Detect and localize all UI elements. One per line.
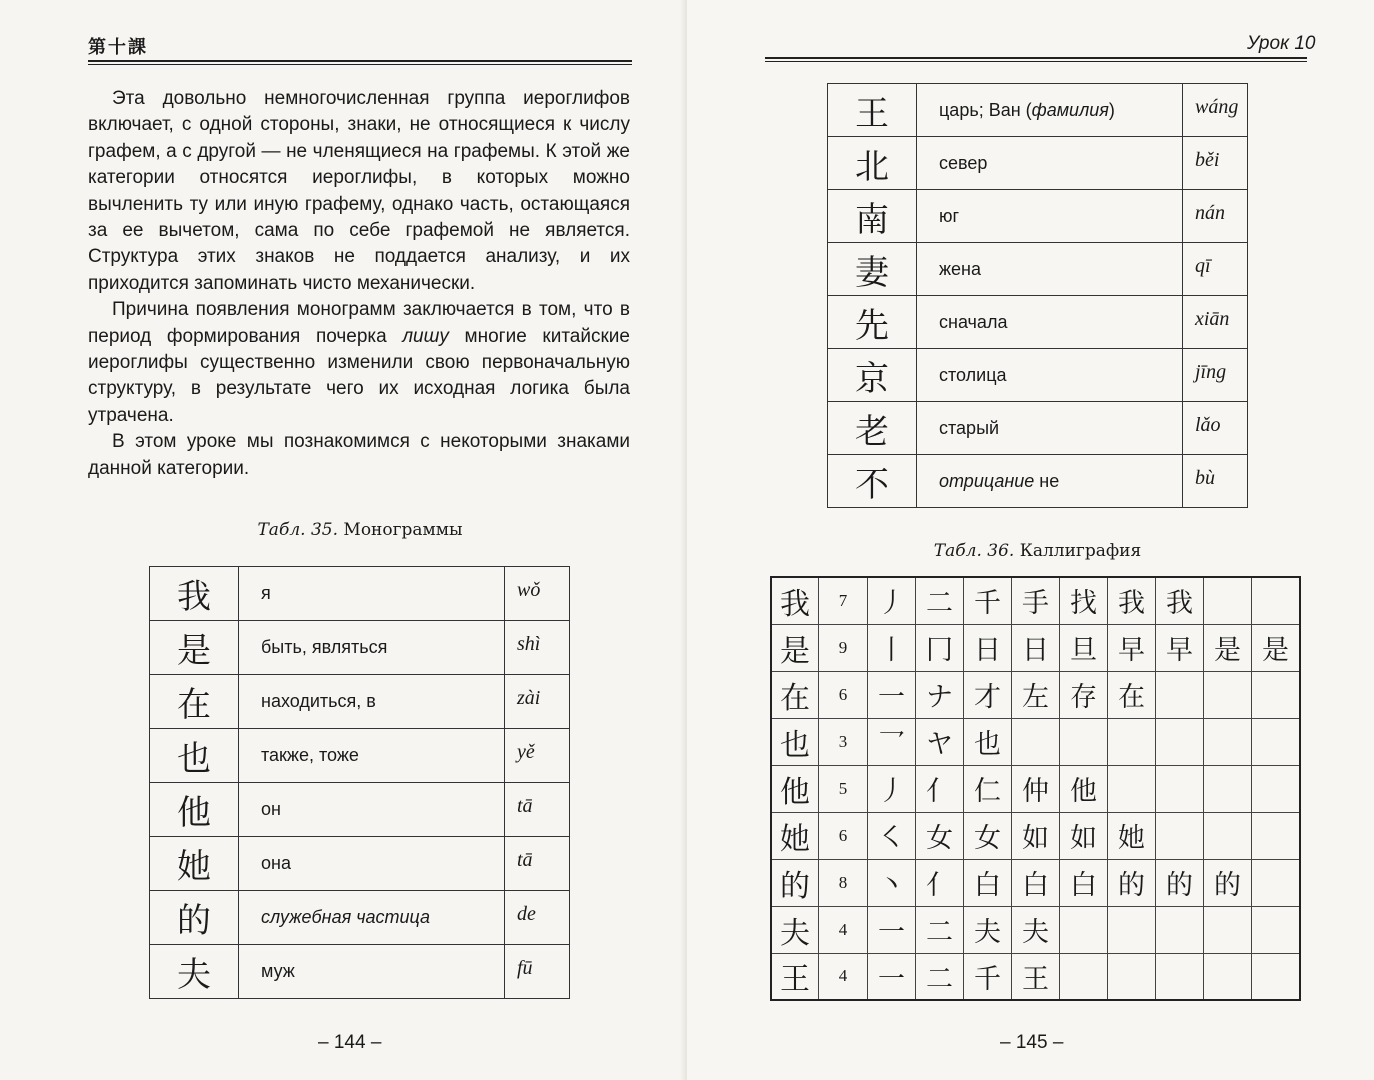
- stroke-step-cell: [1204, 953, 1252, 1000]
- meaning-cell: [917, 402, 1183, 455]
- stroke-step-cell: [1108, 718, 1156, 765]
- table-row: [771, 671, 1300, 718]
- hanzi-cell: 南: [828, 190, 917, 243]
- stroke-step-cell: 他: [1060, 765, 1108, 812]
- stroke-step-cell: [1252, 671, 1301, 718]
- stroke-count-cell: 3: [819, 718, 868, 765]
- stroke-step-cell: [1252, 953, 1301, 1000]
- pinyin-cell: qī: [1183, 243, 1248, 296]
- stroke-step-cell: 一: [868, 953, 916, 1000]
- meaning-cell: быть, являться: [239, 621, 505, 675]
- meaning-text: ): [1108, 99, 1115, 120]
- stroke-count-cell: 5: [819, 765, 868, 812]
- stroke-step-cell: [1252, 859, 1301, 906]
- stroke-step-cell: [1108, 953, 1156, 1000]
- table-row: [150, 837, 570, 891]
- table-row: [150, 729, 570, 783]
- meaning-text: юг: [939, 205, 960, 226]
- table-row: [828, 349, 1248, 402]
- stroke-step-cell: 二: [916, 577, 964, 624]
- pinyin-cell: zài: [505, 675, 570, 729]
- stroke-step-cell: 丿: [868, 765, 916, 812]
- stroke-step-cell: 白: [1060, 859, 1108, 906]
- table-row: [150, 891, 570, 945]
- stroke-step-cell: 千: [964, 953, 1012, 1000]
- table-row: [771, 953, 1300, 1000]
- right-page: [687, 0, 1374, 1080]
- stroke-step-cell: 亻: [916, 859, 964, 906]
- table-row: [771, 718, 1300, 765]
- table-row: [150, 675, 570, 729]
- hanzi-cell: 京: [828, 349, 917, 402]
- stroke-step-cell: ヤ: [916, 718, 964, 765]
- stroke-step-cell: [1108, 906, 1156, 953]
- lishu-term: лишу: [402, 325, 449, 347]
- meaning-text: сначала: [939, 311, 1008, 332]
- stroke-step-cell: 存: [1060, 671, 1108, 718]
- pinyin-cell: fū: [505, 945, 570, 999]
- table-35-monograms: [149, 566, 570, 999]
- meaning-cell: [917, 84, 1183, 137]
- hanzi-cell: 的: [771, 859, 819, 906]
- stroke-step-cell: [1204, 577, 1252, 624]
- pinyin-cell: tā: [505, 837, 570, 891]
- hanzi-cell: 他: [150, 783, 239, 837]
- stroke-step-cell: 的: [1204, 859, 1252, 906]
- stroke-count-cell: 7: [819, 577, 868, 624]
- pinyin-cell: wǒ: [505, 567, 570, 621]
- table-row: [150, 783, 570, 837]
- stroke-count-cell: 4: [819, 953, 868, 1000]
- pinyin-cell: tā: [505, 783, 570, 837]
- stroke-step-cell: 一: [868, 671, 916, 718]
- table-row: [150, 945, 570, 999]
- running-head-left: 第十課: [88, 37, 148, 58]
- table-row: [828, 296, 1248, 349]
- stroke-step-cell: 的: [1108, 859, 1156, 906]
- table-row: [828, 84, 1248, 137]
- stroke-step-cell: 王: [1012, 953, 1060, 1000]
- hanzi-cell: 先: [828, 296, 917, 349]
- pinyin-cell: jīng: [1183, 349, 1248, 402]
- header-rule-right: [765, 57, 1307, 62]
- table-row: [828, 137, 1248, 190]
- stroke-count-cell: 9: [819, 624, 868, 671]
- paragraph-3: В этом уроке мы познакомимся с некоторыми знаками данной категории.: [88, 431, 630, 479]
- table-row: [828, 402, 1248, 455]
- table-row: [771, 859, 1300, 906]
- hanzi-cell: 的: [150, 891, 239, 945]
- stroke-step-cell: 丶: [868, 859, 916, 906]
- stroke-step-cell: [1204, 671, 1252, 718]
- stroke-step-cell: 旦: [1060, 624, 1108, 671]
- page-number-right: – 145 –: [1000, 1032, 1064, 1053]
- hanzi-cell: 是: [771, 624, 819, 671]
- hanzi-cell: 不: [828, 455, 917, 508]
- pinyin-cell: lǎo: [1183, 402, 1248, 455]
- table-row: [771, 577, 1300, 624]
- meaning-cell: муж: [239, 945, 505, 999]
- hanzi-cell: 她: [771, 812, 819, 859]
- pinyin-cell: xiān: [1183, 296, 1248, 349]
- pinyin-cell: yě: [505, 729, 570, 783]
- stroke-step-cell: [1252, 577, 1301, 624]
- stroke-step-cell: 白: [964, 859, 1012, 906]
- hanzi-cell: 她: [150, 837, 239, 891]
- hanzi-cell: 夫: [150, 945, 239, 999]
- meaning-cell: находиться, в: [239, 675, 505, 729]
- hanzi-cell: 王: [828, 84, 917, 137]
- stroke-step-cell: [1108, 765, 1156, 812]
- hanzi-cell: 我: [771, 577, 819, 624]
- meaning-italic: фамилия: [1031, 99, 1109, 120]
- meaning-cell: [917, 296, 1183, 349]
- pinyin-cell: bù: [1183, 455, 1248, 508]
- meaning-cell: я: [239, 567, 505, 621]
- meaning-cell: он: [239, 783, 505, 837]
- stroke-step-cell: [1252, 906, 1301, 953]
- stroke-step-cell: [1156, 812, 1204, 859]
- stroke-step-cell: 二: [916, 906, 964, 953]
- table-36-caption: Табл. 36. Каллиграфия: [933, 541, 1142, 561]
- stroke-step-cell: [1156, 906, 1204, 953]
- stroke-step-cell: 女: [964, 812, 1012, 859]
- pinyin-cell: běi: [1183, 137, 1248, 190]
- table-row: [771, 765, 1300, 812]
- stroke-step-cell: 日: [964, 624, 1012, 671]
- meaning-text: жена: [939, 258, 982, 279]
- pinyin-cell: shì: [505, 621, 570, 675]
- table-row: [771, 906, 1300, 953]
- stroke-step-cell: 我: [1108, 577, 1156, 624]
- stroke-step-cell: 二: [916, 953, 964, 1000]
- stroke-step-cell: 丨: [868, 624, 916, 671]
- table-36-calligraphy: [770, 576, 1301, 1001]
- stroke-step-cell: [1156, 671, 1204, 718]
- stroke-step-cell: 亻: [916, 765, 964, 812]
- stroke-step-cell: [1060, 906, 1108, 953]
- stroke-step-cell: [1252, 765, 1301, 812]
- stroke-step-cell: [1156, 765, 1204, 812]
- hanzi-cell: 王: [771, 953, 819, 1000]
- meaning-text: царь; Ван (: [939, 99, 1032, 120]
- stroke-count-cell: 4: [819, 906, 868, 953]
- stroke-step-cell: 乛: [868, 718, 916, 765]
- table-35-continued: [827, 83, 1248, 508]
- stroke-step-cell: 也: [964, 718, 1012, 765]
- table-row: [828, 455, 1248, 508]
- stroke-step-cell: 才: [964, 671, 1012, 718]
- stroke-step-cell: 手: [1012, 577, 1060, 624]
- hanzi-cell: 北: [828, 137, 917, 190]
- body-text: [88, 86, 630, 482]
- stroke-step-cell: 如: [1060, 812, 1108, 859]
- stroke-step-cell: ㇛: [868, 812, 916, 859]
- paragraph-2: Причина появления монограмм заключается в том, что в период формирования почерка лишу многие китайские иероглифы существенно изменили свою первоначальную структуру, в результате чего их исходная логика была утрачена.: [88, 299, 630, 426]
- stroke-step-cell: 白: [1012, 859, 1060, 906]
- meaning-text: не: [1034, 470, 1060, 491]
- stroke-step-cell: 左: [1012, 671, 1060, 718]
- stroke-step-cell: 早: [1156, 624, 1204, 671]
- meaning-cell: также, тоже: [239, 729, 505, 783]
- paragraph-1: Эта довольно немногочисленная группа иероглифов включает, с одной стороны, знаки, не относящиеся к числу графем, а с другой — не членящиеся на графемы. К этой же категории относятся иероглифы, в которых можно вычленить ту или иную графему, однако часть, остающаяся за ее вычетом, сама по себе графемой не является. Структура этих знаков не поддается анализу, и их приходится запоминать чисто механически.: [88, 88, 630, 294]
- stroke-step-cell: 在: [1108, 671, 1156, 718]
- stroke-step-cell: 如: [1012, 812, 1060, 859]
- stroke-step-cell: [1012, 718, 1060, 765]
- running-head-right: Урок 10: [1247, 33, 1316, 54]
- stroke-step-cell: [1060, 953, 1108, 1000]
- hanzi-cell: 在: [771, 671, 819, 718]
- stroke-step-cell: [1204, 765, 1252, 812]
- stroke-step-cell: 夫: [1012, 906, 1060, 953]
- meaning-cell: [917, 349, 1183, 402]
- meaning-cell: [917, 243, 1183, 296]
- stroke-step-cell: [1156, 953, 1204, 1000]
- stroke-step-cell: [1204, 812, 1252, 859]
- stroke-step-cell: 找: [1060, 577, 1108, 624]
- hanzi-cell: 是: [150, 621, 239, 675]
- stroke-step-cell: 夫: [964, 906, 1012, 953]
- stroke-step-cell: 她: [1108, 812, 1156, 859]
- hanzi-cell: 也: [150, 729, 239, 783]
- stroke-step-cell: 仲: [1012, 765, 1060, 812]
- stroke-step-cell: 的: [1156, 859, 1204, 906]
- stroke-step-cell: [1060, 718, 1108, 765]
- pinyin-cell: de: [505, 891, 570, 945]
- meaning-cell: [917, 137, 1183, 190]
- stroke-step-cell: 是: [1204, 624, 1252, 671]
- meaning-cell: служебная частица: [239, 891, 505, 945]
- hanzi-cell: 在: [150, 675, 239, 729]
- stroke-step-cell: 是: [1252, 624, 1301, 671]
- meaning-cell: [917, 190, 1183, 243]
- stroke-count-cell: 6: [819, 812, 868, 859]
- stroke-step-cell: [1156, 718, 1204, 765]
- pinyin-cell: nán: [1183, 190, 1248, 243]
- meaning-text: север: [939, 152, 988, 173]
- stroke-count-cell: 8: [819, 859, 868, 906]
- stroke-step-cell: 一: [868, 906, 916, 953]
- table-row: [828, 190, 1248, 243]
- header-rule-left: [88, 60, 632, 65]
- table-row: [771, 812, 1300, 859]
- hanzi-cell: 妻: [828, 243, 917, 296]
- meaning-cell: она: [239, 837, 505, 891]
- stroke-step-cell: [1204, 718, 1252, 765]
- pinyin-cell: wáng: [1183, 84, 1248, 137]
- stroke-step-cell: [1204, 906, 1252, 953]
- stroke-step-cell: 早: [1108, 624, 1156, 671]
- stroke-step-cell: 冂: [916, 624, 964, 671]
- meaning-italic: отрицание: [939, 470, 1035, 491]
- hanzi-cell: 老: [828, 402, 917, 455]
- stroke-step-cell: ナ: [916, 671, 964, 718]
- stroke-step-cell: 日: [1012, 624, 1060, 671]
- table-row: [771, 624, 1300, 671]
- meaning-text: столица: [939, 364, 1007, 385]
- stroke-count-cell: 6: [819, 671, 868, 718]
- stroke-step-cell: 丿: [868, 577, 916, 624]
- meaning-text: старый: [939, 417, 1000, 438]
- table-row: [150, 567, 570, 621]
- stroke-step-cell: 女: [916, 812, 964, 859]
- meaning-cell: [917, 455, 1183, 508]
- hanzi-cell: 也: [771, 718, 819, 765]
- hanzi-cell: 他: [771, 765, 819, 812]
- stroke-step-cell: [1252, 812, 1301, 859]
- page-number-left: – 144 –: [318, 1032, 382, 1053]
- stroke-step-cell: 我: [1156, 577, 1204, 624]
- hanzi-cell: 夫: [771, 906, 819, 953]
- stroke-step-cell: 仁: [964, 765, 1012, 812]
- hanzi-cell: 我: [150, 567, 239, 621]
- table-row: [828, 243, 1248, 296]
- stroke-step-cell: [1252, 718, 1301, 765]
- table-row: [150, 621, 570, 675]
- stroke-step-cell: 千: [964, 577, 1012, 624]
- table-35-caption: Табл. 35. Монограммы: [257, 520, 463, 540]
